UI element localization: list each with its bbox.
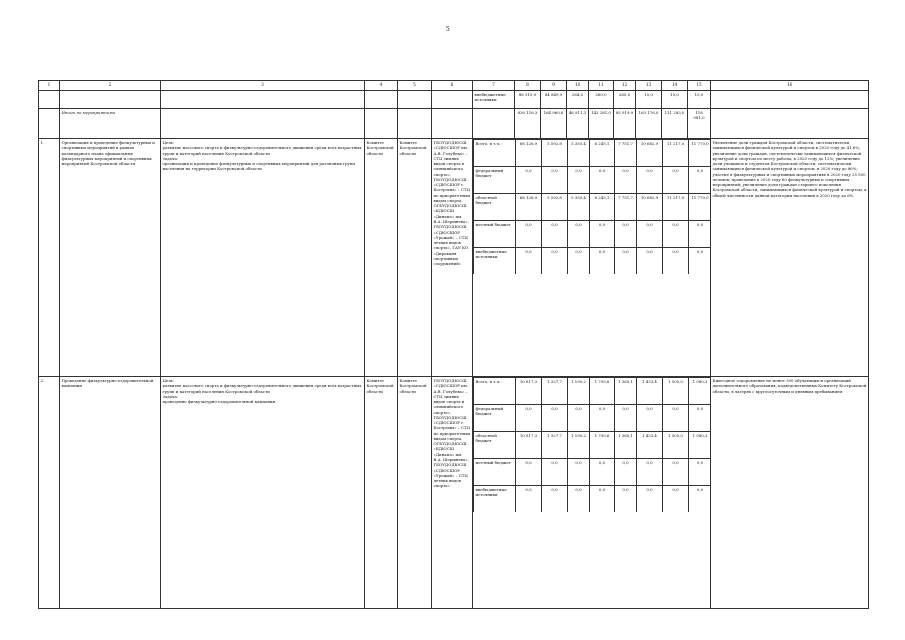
value-cell: 0,0: [516, 221, 542, 248]
value-cell: 1 505,0: [663, 432, 689, 459]
value-cell: 1 190,2: [568, 378, 590, 405]
header-cell: 14: [662, 81, 688, 91]
value-cell: 0,0: [637, 405, 663, 432]
value-cell: 0,0: [689, 248, 711, 275]
value-cell: 1 795,6: [590, 432, 615, 459]
value-cell: 1 365,1: [615, 432, 637, 459]
value-cell: 264,0: [567, 91, 589, 109]
goal-label: Цель:: [162, 378, 175, 383]
financing-row: [474, 221, 711, 248]
value-cell: 0,0: [516, 486, 542, 513]
value-cell: 1 190,2: [568, 432, 590, 459]
funding-source: местный бюджет: [474, 459, 516, 486]
header-cell: 12: [614, 81, 636, 91]
continuation-row: [39, 91, 869, 109]
total-value: 111 283,0: [662, 109, 688, 139]
value-cell: 1 433,4: [637, 378, 663, 405]
customer: Комитет Костромской области: [365, 139, 398, 377]
financing-row: [474, 378, 711, 405]
financing-row: [474, 167, 711, 194]
value-cell: 0,0: [590, 459, 615, 486]
goal-label: Цель:: [162, 140, 175, 145]
expected-result: Ежегодное оздоровление не менее 300 обучающихся организаций дополнительного образования, подведомственных Комитету Костромской области, в лагерях с круглосуточным и дневным пребыванием: [711, 377, 869, 609]
header-cell: 16: [711, 81, 869, 91]
program-table: [38, 80, 869, 609]
page-number: 5: [446, 26, 450, 33]
value-cell: 5 355,4: [568, 140, 590, 167]
value-cell: 11 770,0: [689, 140, 711, 167]
value-cell: 0,0: [663, 405, 689, 432]
value-cell: 0,0: [542, 486, 568, 513]
goal-text: развитие массового спорта и физкультурно-оздоровительного движения среди всех возрастных групп и категорий населения Костромской области: [162, 383, 362, 394]
value-cell: 0,0: [689, 167, 711, 194]
value-cell: 1 365,1: [615, 378, 637, 405]
value-cell: 10 817,3: [516, 432, 542, 459]
value-cell: 0,0: [663, 486, 689, 513]
value-cell: 0,0: [568, 486, 590, 513]
row-number: 1.: [39, 139, 60, 377]
total-row: [39, 109, 869, 139]
funding-source: Всего, в т.ч.:: [474, 378, 516, 405]
value-cell: 10 682,9: [637, 194, 663, 221]
value-cell: 0,0: [615, 486, 637, 513]
funding-source: федеральный бюджет: [474, 167, 516, 194]
value-cell: 0,0: [516, 248, 542, 275]
header-cell: 11: [589, 81, 614, 91]
executors: ГБОУДОДЮСШ «СДЮСШОР им. А.В. Голубева» – СТЦ зимних видов спорта и олимпийского спорта», ГБОУДОДЮСШ «СДЮСШОР г. Костромы» – СТЦ по приоритетным видам спорта, ОГБУДОДЮСШ «КДЮСШ «Динамо» им. В.А. Шершнева», ГБОУДОДЮСШ «СДЮСШОР «Урожай» – СТЦ летних видов спорта»: [432, 377, 473, 609]
value-cell: 0,0: [590, 221, 615, 248]
value-cell: 1 795,6: [590, 378, 615, 405]
total-value: 46 911,3: [567, 109, 589, 139]
total-label: Итого по мероприятиям: [60, 109, 161, 139]
total-value: 164 960,6: [541, 109, 567, 139]
financing-row: [474, 459, 711, 486]
value-cell: 0,0: [542, 459, 568, 486]
value-cell: 1 327,7: [542, 432, 568, 459]
value-cell: 15,0: [688, 91, 711, 109]
total-value: 143 281,0: [589, 109, 614, 139]
activity-row: [39, 139, 869, 377]
funding-source: Всего, в т.ч.:: [474, 140, 516, 167]
value-cell: 0,0: [637, 167, 663, 194]
value-cell: 0,0: [615, 459, 637, 486]
value-cell: 0,0: [689, 459, 711, 486]
value-cell: 0,0: [542, 248, 568, 275]
row-number: 2.: [39, 377, 60, 609]
funding-source: областной бюджет: [474, 432, 516, 459]
header-cell: 5: [398, 81, 432, 91]
header-cell: 3: [161, 81, 365, 91]
value-cell: 0,0: [542, 221, 568, 248]
financing-row: [474, 432, 711, 459]
value-cell: 0,0: [615, 167, 637, 194]
financing-row: [474, 486, 711, 513]
value-cell: 11 217,0: [663, 140, 689, 167]
header-cell: 1: [39, 81, 60, 91]
value-cell: 5 592,8: [542, 140, 568, 167]
value-cell: 68 126,9: [516, 140, 542, 167]
value-cell: 0,0: [637, 486, 663, 513]
customer: Комитет Костромской области: [365, 377, 398, 609]
financing-row: [474, 194, 711, 221]
header-cell: 2: [60, 81, 161, 91]
value-cell: 84 849,9: [541, 91, 567, 109]
value-cell: 260,0: [589, 91, 614, 109]
financing-table: [473, 139, 711, 274]
value-cell: 0,0: [568, 167, 590, 194]
value-cell: 1 580,3: [689, 432, 711, 459]
value-cell: 1 433,4: [637, 432, 663, 459]
header-cell: 6: [432, 81, 473, 91]
expected-result: Увеличение доли граждан Костромской области, систематически занимающихся физической культурой и спортом в 2020 году до 41,6%; увеличение доли граждан, систематически занимающихся физической культурой и спортом по месту работы, в 2020 году до 12%; увеличение доли учащихся и студентов Костромской области, систематически занимающихся физической культурой и спортом, в 2020 году до 86%; участие в физкультурных и спортивных мероприятиях в 2020 году 25 500 человек; проведение в 2020 году 60 физкультурных и спортивных мероприятий; увеличение доли граждан старшего поколения Костромской области, занимающихся физической культурой и спортом, в общей численности данной категории населения в 2020 году до 6%: [711, 139, 869, 377]
value-cell: 0,0: [689, 486, 711, 513]
value-cell: 0,0: [637, 248, 663, 275]
financing-row: [474, 140, 711, 167]
value-cell: 10 817,3: [516, 378, 542, 405]
co-executor: Комитет Костромской области: [398, 377, 432, 609]
header-cell: 9: [541, 81, 567, 91]
value-cell: 68 126,9: [516, 194, 542, 221]
value-cell: 1 580,3: [689, 378, 711, 405]
value-cell: 6 245,1: [590, 140, 615, 167]
value-cell: 1 505,0: [663, 378, 689, 405]
funding-source: внебюджетные источники: [473, 91, 515, 109]
value-cell: 0,0: [568, 405, 590, 432]
funding-source: внебюджетные источники: [474, 248, 516, 275]
value-cell: 0,0: [663, 459, 689, 486]
value-cell: 11 217,0: [663, 194, 689, 221]
task-text: проведение физкультурно-оздоровительной кампании: [162, 399, 276, 405]
value-cell: 10 682,9: [637, 140, 663, 167]
header-row: [39, 81, 869, 91]
executors: ГБОУДОДЮСШ «СДЮСШОР им. А.В. Голубева» – СТЦ зимних видов спорта в олимпийского спорта», ГБОУДОДЮСШ «СДЮСШОР г. Костромы» – СТЦ по приоритетным видам спорта, ОГБУДОДЮСШ «КДЮСШ «Динамо» им. В.А. Шершнева», ГБОУДОДЮСШ «СДЮСШОР «Урожай» – СТЦ летних видов спорта», ГАУ КО «Дирекция спортивных сооружений»: [432, 139, 473, 377]
value-cell: 0,0: [590, 167, 615, 194]
activity-goal: [161, 139, 365, 377]
value-cell: 5 355,4: [568, 194, 590, 221]
task-label: Задача:: [162, 155, 179, 161]
value-cell: 0,0: [637, 459, 663, 486]
value-cell: 0,0: [568, 459, 590, 486]
value-cell: 0,0: [663, 221, 689, 248]
funding-source: местный бюджет: [474, 221, 516, 248]
funding-source: федеральный бюджет: [474, 405, 516, 432]
value-cell: 0,0: [689, 405, 711, 432]
value-cell: 15,0: [662, 91, 688, 109]
value-cell: 1 327,7: [542, 378, 568, 405]
header-cell: 7: [473, 81, 515, 91]
financing-table: [473, 377, 711, 512]
header-cell: 4: [365, 81, 398, 91]
task-text: организация и проведение физкультурных и спортивных мероприятий для различных групп населения на территории Костромской области: [162, 161, 356, 172]
value-cell: 0,0: [663, 167, 689, 194]
funding-source: областной бюджет: [474, 194, 516, 221]
value-cell: 15,0: [636, 91, 662, 109]
financing-block: [473, 377, 711, 609]
value-cell: 0,0: [516, 459, 542, 486]
value-cell: 0,0: [542, 405, 568, 432]
value-cell: 0,0: [590, 248, 615, 275]
value-cell: 7 751,7: [615, 140, 637, 167]
total-value: 163 176,0: [636, 109, 662, 139]
activity-row: [39, 377, 869, 609]
value-cell: 0,0: [637, 221, 663, 248]
total-value: 85 919,9: [614, 109, 636, 139]
value-cell: 6 245,1: [590, 194, 615, 221]
value-cell: 0,0: [663, 248, 689, 275]
total-value: 830 116,3: [515, 109, 541, 139]
value-cell: 11 770,0: [689, 194, 711, 221]
value-cell: 0,0: [568, 248, 590, 275]
value-cell: 0,0: [590, 486, 615, 513]
value-cell: 0,0: [615, 248, 637, 275]
task-label: Задача:: [162, 393, 179, 399]
value-cell: 7 751,7: [615, 194, 637, 221]
header-cell: 15: [688, 81, 711, 91]
activity-goal: [161, 377, 365, 609]
header-cell: 10: [567, 81, 589, 91]
value-cell: 0,0: [689, 221, 711, 248]
co-executor: Комитет Костромской области: [398, 139, 432, 377]
value-cell: 0,0: [615, 405, 637, 432]
financing-row: [474, 248, 711, 275]
value-cell: 0,0: [590, 405, 615, 432]
value-cell: 0,0: [542, 167, 568, 194]
value-cell: 0,0: [516, 167, 542, 194]
goal-text: развитие массового спорта и физкультурно-оздоровительного движения среди всех возрастных групп и категорий населения Костромской области: [162, 145, 362, 156]
funding-source: внебюджетные источники: [474, 486, 516, 513]
value-cell: 5 592,8: [542, 194, 568, 221]
activity-name: Проведение физкультурно-оздоровительной кампании: [60, 377, 161, 609]
activity-name: Организация и проведение физкультурных и спортивных мероприятий в рамках календарного плана официальных физкультурных мероприятий и спортивных мероприятий Костромской области: [60, 139, 161, 377]
value-cell: 0,0: [615, 221, 637, 248]
value-cell: 0,0: [516, 405, 542, 432]
total-value: 118 081,0: [688, 109, 711, 139]
header-cell: 8: [515, 81, 541, 91]
financing-block: [473, 139, 711, 377]
value-cell: 0,0: [568, 221, 590, 248]
value-cell: 265,0: [614, 91, 636, 109]
header-cell: 13: [636, 81, 662, 91]
financing-row: [474, 405, 711, 432]
value-cell: 86 315,9: [515, 91, 541, 109]
